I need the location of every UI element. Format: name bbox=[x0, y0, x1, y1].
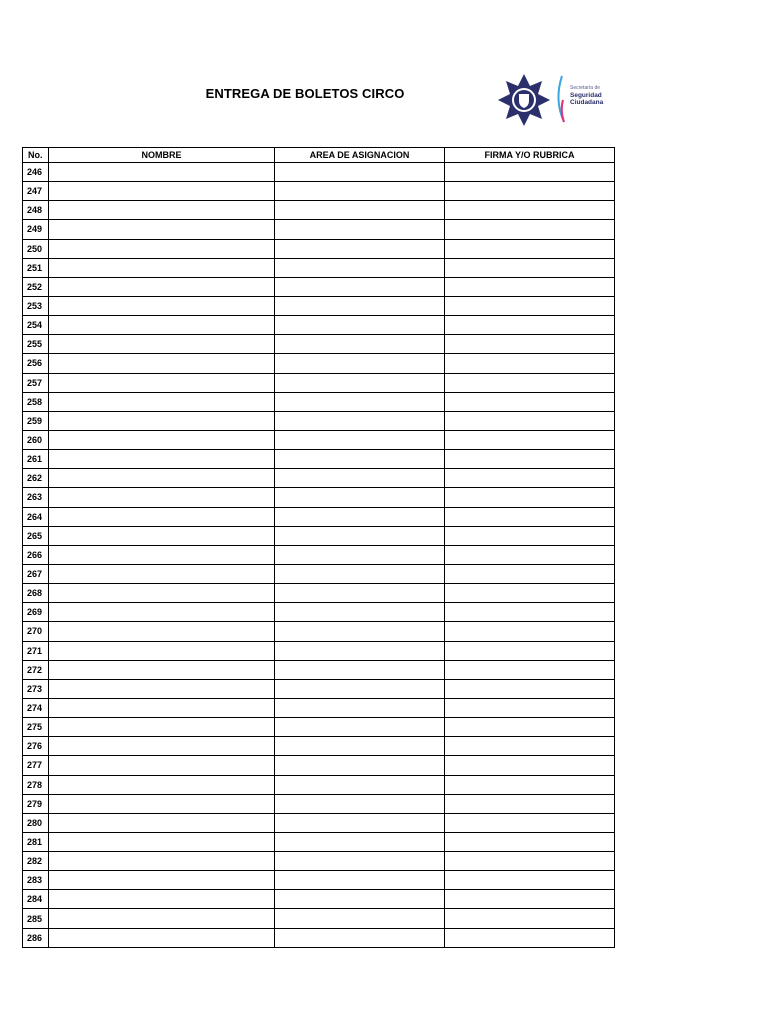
table-row bbox=[23, 775, 615, 794]
nombre-cell[interactable] bbox=[49, 163, 275, 182]
table-row bbox=[23, 450, 615, 469]
firma-cell[interactable] bbox=[445, 239, 615, 258]
table-row bbox=[23, 756, 615, 775]
row-number: 274 bbox=[23, 698, 49, 717]
area-cell[interactable] bbox=[275, 201, 445, 220]
area-cell[interactable] bbox=[275, 871, 445, 890]
nombre-cell[interactable] bbox=[49, 258, 275, 277]
header-nombre: NOMBRE bbox=[49, 148, 275, 163]
table-row bbox=[23, 737, 615, 756]
nombre-cell[interactable] bbox=[49, 641, 275, 660]
row-number: 248 bbox=[23, 201, 49, 220]
firma-cell[interactable] bbox=[445, 354, 615, 373]
firma-cell[interactable] bbox=[445, 679, 615, 698]
area-cell[interactable] bbox=[275, 775, 445, 794]
nombre-cell[interactable] bbox=[49, 718, 275, 737]
row-number: 266 bbox=[23, 545, 49, 564]
logo-line-3: Ciudadana bbox=[570, 99, 604, 106]
row-number: 255 bbox=[23, 335, 49, 354]
row-number: 284 bbox=[23, 890, 49, 909]
nombre-cell[interactable] bbox=[49, 526, 275, 545]
nombre-cell[interactable] bbox=[49, 239, 275, 258]
nombre-cell[interactable] bbox=[49, 564, 275, 583]
area-cell[interactable] bbox=[275, 220, 445, 239]
nombre-cell[interactable] bbox=[49, 871, 275, 890]
firma-cell[interactable] bbox=[445, 737, 615, 756]
firma-cell[interactable] bbox=[445, 641, 615, 660]
table-row bbox=[23, 335, 615, 354]
area-cell[interactable] bbox=[275, 890, 445, 909]
area-cell[interactable] bbox=[275, 430, 445, 449]
nombre-cell[interactable] bbox=[49, 909, 275, 928]
row-number: 246 bbox=[23, 163, 49, 182]
area-cell[interactable] bbox=[275, 392, 445, 411]
firma-cell[interactable] bbox=[445, 182, 615, 201]
row-number: 281 bbox=[23, 832, 49, 851]
table-row bbox=[23, 813, 615, 832]
firma-cell[interactable] bbox=[445, 928, 615, 947]
firma-cell[interactable] bbox=[445, 564, 615, 583]
firma-cell[interactable] bbox=[445, 718, 615, 737]
row-number: 254 bbox=[23, 316, 49, 335]
firma-cell[interactable] bbox=[445, 163, 615, 182]
firma-cell[interactable] bbox=[445, 660, 615, 679]
table-row bbox=[23, 258, 615, 277]
table-row bbox=[23, 545, 615, 564]
nombre-cell[interactable] bbox=[49, 450, 275, 469]
nombre-cell[interactable] bbox=[49, 182, 275, 201]
area-cell[interactable] bbox=[275, 584, 445, 603]
row-number: 279 bbox=[23, 794, 49, 813]
table-row bbox=[23, 488, 615, 507]
area-cell[interactable] bbox=[275, 545, 445, 564]
table-row bbox=[23, 871, 615, 890]
row-number: 280 bbox=[23, 813, 49, 832]
nombre-cell[interactable] bbox=[49, 737, 275, 756]
firma-cell[interactable] bbox=[445, 603, 615, 622]
nombre-cell[interactable] bbox=[49, 928, 275, 947]
area-cell[interactable] bbox=[275, 852, 445, 871]
row-number: 283 bbox=[23, 871, 49, 890]
nombre-cell[interactable] bbox=[49, 220, 275, 239]
firma-cell[interactable] bbox=[445, 316, 615, 335]
row-number: 275 bbox=[23, 718, 49, 737]
nombre-cell[interactable] bbox=[49, 373, 275, 392]
row-number: 257 bbox=[23, 373, 49, 392]
row-number: 268 bbox=[23, 584, 49, 603]
table-row bbox=[23, 239, 615, 258]
nombre-cell[interactable] bbox=[49, 335, 275, 354]
nombre-cell[interactable] bbox=[49, 890, 275, 909]
row-number: 264 bbox=[23, 507, 49, 526]
nombre-cell[interactable] bbox=[49, 679, 275, 698]
nombre-cell[interactable] bbox=[49, 296, 275, 315]
nombre-cell[interactable] bbox=[49, 794, 275, 813]
nombre-cell[interactable] bbox=[49, 813, 275, 832]
firma-cell[interactable] bbox=[445, 258, 615, 277]
table-row bbox=[23, 354, 615, 373]
header-no: No. bbox=[23, 148, 49, 163]
firma-cell[interactable] bbox=[445, 430, 615, 449]
table-row bbox=[23, 603, 615, 622]
area-cell[interactable] bbox=[275, 411, 445, 430]
row-number: 269 bbox=[23, 603, 49, 622]
table-row bbox=[23, 373, 615, 392]
area-cell[interactable] bbox=[275, 488, 445, 507]
area-cell[interactable] bbox=[275, 335, 445, 354]
table-row bbox=[23, 277, 615, 296]
table-row bbox=[23, 622, 615, 641]
firma-cell[interactable] bbox=[445, 277, 615, 296]
firma-cell[interactable] bbox=[445, 392, 615, 411]
nombre-cell[interactable] bbox=[49, 832, 275, 851]
table-row bbox=[23, 679, 615, 698]
firma-cell[interactable] bbox=[445, 526, 615, 545]
firma-cell[interactable] bbox=[445, 488, 615, 507]
table-row bbox=[23, 296, 615, 315]
table-row bbox=[23, 641, 615, 660]
row-number: 272 bbox=[23, 660, 49, 679]
nombre-cell[interactable] bbox=[49, 852, 275, 871]
area-cell[interactable] bbox=[275, 737, 445, 756]
document-title: ENTREGA DE BOLETOS CIRCO bbox=[205, 86, 405, 101]
nombre-cell[interactable] bbox=[49, 277, 275, 296]
nombre-cell[interactable] bbox=[49, 392, 275, 411]
area-cell[interactable] bbox=[275, 756, 445, 775]
table-row bbox=[23, 890, 615, 909]
nombre-cell[interactable] bbox=[49, 488, 275, 507]
area-cell[interactable] bbox=[275, 373, 445, 392]
row-number: 247 bbox=[23, 182, 49, 201]
firma-cell[interactable] bbox=[445, 622, 615, 641]
table-row bbox=[23, 220, 615, 239]
nombre-cell[interactable] bbox=[49, 775, 275, 794]
nombre-cell[interactable] bbox=[49, 622, 275, 641]
firma-cell[interactable] bbox=[445, 871, 615, 890]
area-cell[interactable] bbox=[275, 277, 445, 296]
row-number: 265 bbox=[23, 526, 49, 545]
firma-cell[interactable] bbox=[445, 373, 615, 392]
logo-line-1: Secretaría de bbox=[570, 85, 601, 91]
row-number: 251 bbox=[23, 258, 49, 277]
area-cell[interactable] bbox=[275, 813, 445, 832]
firma-cell[interactable] bbox=[445, 890, 615, 909]
firma-cell[interactable] bbox=[445, 909, 615, 928]
firma-cell[interactable] bbox=[445, 545, 615, 564]
firma-cell[interactable] bbox=[445, 469, 615, 488]
area-cell[interactable] bbox=[275, 163, 445, 182]
nombre-cell[interactable] bbox=[49, 545, 275, 564]
row-number: 261 bbox=[23, 450, 49, 469]
area-cell[interactable] bbox=[275, 928, 445, 947]
table-row bbox=[23, 909, 615, 928]
table-row bbox=[23, 469, 615, 488]
firma-cell[interactable] bbox=[445, 698, 615, 717]
area-cell[interactable] bbox=[275, 182, 445, 201]
firma-cell[interactable] bbox=[445, 507, 615, 526]
firma-cell[interactable] bbox=[445, 450, 615, 469]
table-row bbox=[23, 182, 615, 201]
area-cell[interactable] bbox=[275, 239, 445, 258]
ticket-delivery-table bbox=[22, 147, 615, 948]
table-row bbox=[23, 564, 615, 583]
security-secretariat-logo bbox=[494, 70, 612, 130]
nombre-cell[interactable] bbox=[49, 201, 275, 220]
firma-cell[interactable] bbox=[445, 775, 615, 794]
row-number: 277 bbox=[23, 756, 49, 775]
table-row bbox=[23, 852, 615, 871]
row-number: 286 bbox=[23, 928, 49, 947]
table-row bbox=[23, 660, 615, 679]
firma-cell[interactable] bbox=[445, 813, 615, 832]
row-number: 276 bbox=[23, 737, 49, 756]
area-cell[interactable] bbox=[275, 316, 445, 335]
row-number: 260 bbox=[23, 430, 49, 449]
nombre-cell[interactable] bbox=[49, 698, 275, 717]
table-row bbox=[23, 392, 615, 411]
area-cell[interactable] bbox=[275, 603, 445, 622]
table-row bbox=[23, 928, 615, 947]
table-row bbox=[23, 794, 615, 813]
area-cell[interactable] bbox=[275, 794, 445, 813]
area-cell[interactable] bbox=[275, 698, 445, 717]
area-cell[interactable] bbox=[275, 296, 445, 315]
area-cell[interactable] bbox=[275, 564, 445, 583]
row-number: 256 bbox=[23, 354, 49, 373]
row-number: 250 bbox=[23, 239, 49, 258]
table-body bbox=[23, 163, 615, 948]
area-cell[interactable] bbox=[275, 622, 445, 641]
area-cell[interactable] bbox=[275, 832, 445, 851]
firma-cell[interactable] bbox=[445, 756, 615, 775]
table-row bbox=[23, 526, 615, 545]
firma-cell[interactable] bbox=[445, 296, 615, 315]
row-number: 270 bbox=[23, 622, 49, 641]
nombre-cell[interactable] bbox=[49, 316, 275, 335]
table-row bbox=[23, 316, 615, 335]
firma-cell[interactable] bbox=[445, 411, 615, 430]
area-cell[interactable] bbox=[275, 450, 445, 469]
area-cell[interactable] bbox=[275, 679, 445, 698]
firma-cell[interactable] bbox=[445, 335, 615, 354]
row-number: 259 bbox=[23, 411, 49, 430]
row-number: 249 bbox=[23, 220, 49, 239]
nombre-cell[interactable] bbox=[49, 469, 275, 488]
row-number: 267 bbox=[23, 564, 49, 583]
table-row bbox=[23, 507, 615, 526]
row-number: 252 bbox=[23, 277, 49, 296]
row-number: 285 bbox=[23, 909, 49, 928]
nombre-cell[interactable] bbox=[49, 603, 275, 622]
table-header-row bbox=[23, 148, 615, 163]
table-row bbox=[23, 201, 615, 220]
header-firma: FIRMA Y/O RUBRICA bbox=[445, 148, 615, 163]
firma-cell[interactable] bbox=[445, 852, 615, 871]
firma-cell[interactable] bbox=[445, 220, 615, 239]
nombre-cell[interactable] bbox=[49, 507, 275, 526]
area-cell[interactable] bbox=[275, 641, 445, 660]
area-cell[interactable] bbox=[275, 718, 445, 737]
firma-cell[interactable] bbox=[445, 201, 615, 220]
table-row bbox=[23, 411, 615, 430]
logo-text bbox=[570, 85, 603, 106]
table-row bbox=[23, 163, 615, 182]
nombre-cell[interactable] bbox=[49, 354, 275, 373]
area-cell[interactable] bbox=[275, 526, 445, 545]
row-number: 258 bbox=[23, 392, 49, 411]
table-row bbox=[23, 718, 615, 737]
nombre-cell[interactable] bbox=[49, 411, 275, 430]
header-area: AREA DE ASIGNACION bbox=[275, 148, 445, 163]
area-cell[interactable] bbox=[275, 258, 445, 277]
area-cell[interactable] bbox=[275, 354, 445, 373]
table-row bbox=[23, 430, 615, 449]
nombre-cell[interactable] bbox=[49, 756, 275, 775]
logo-line-2: Seguridad bbox=[570, 92, 602, 99]
row-number: 253 bbox=[23, 296, 49, 315]
row-number: 282 bbox=[23, 852, 49, 871]
firma-cell[interactable] bbox=[445, 794, 615, 813]
row-number: 278 bbox=[23, 775, 49, 794]
nombre-cell[interactable] bbox=[49, 584, 275, 603]
firma-cell[interactable] bbox=[445, 832, 615, 851]
area-cell[interactable] bbox=[275, 469, 445, 488]
table-row bbox=[23, 698, 615, 717]
row-number: 271 bbox=[23, 641, 49, 660]
area-cell[interactable] bbox=[275, 507, 445, 526]
area-cell[interactable] bbox=[275, 660, 445, 679]
row-number: 263 bbox=[23, 488, 49, 507]
row-number: 262 bbox=[23, 469, 49, 488]
table-row bbox=[23, 832, 615, 851]
nombre-cell[interactable] bbox=[49, 660, 275, 679]
firma-cell[interactable] bbox=[445, 584, 615, 603]
row-number: 273 bbox=[23, 679, 49, 698]
table-row bbox=[23, 584, 615, 603]
area-cell[interactable] bbox=[275, 909, 445, 928]
nombre-cell[interactable] bbox=[49, 430, 275, 449]
